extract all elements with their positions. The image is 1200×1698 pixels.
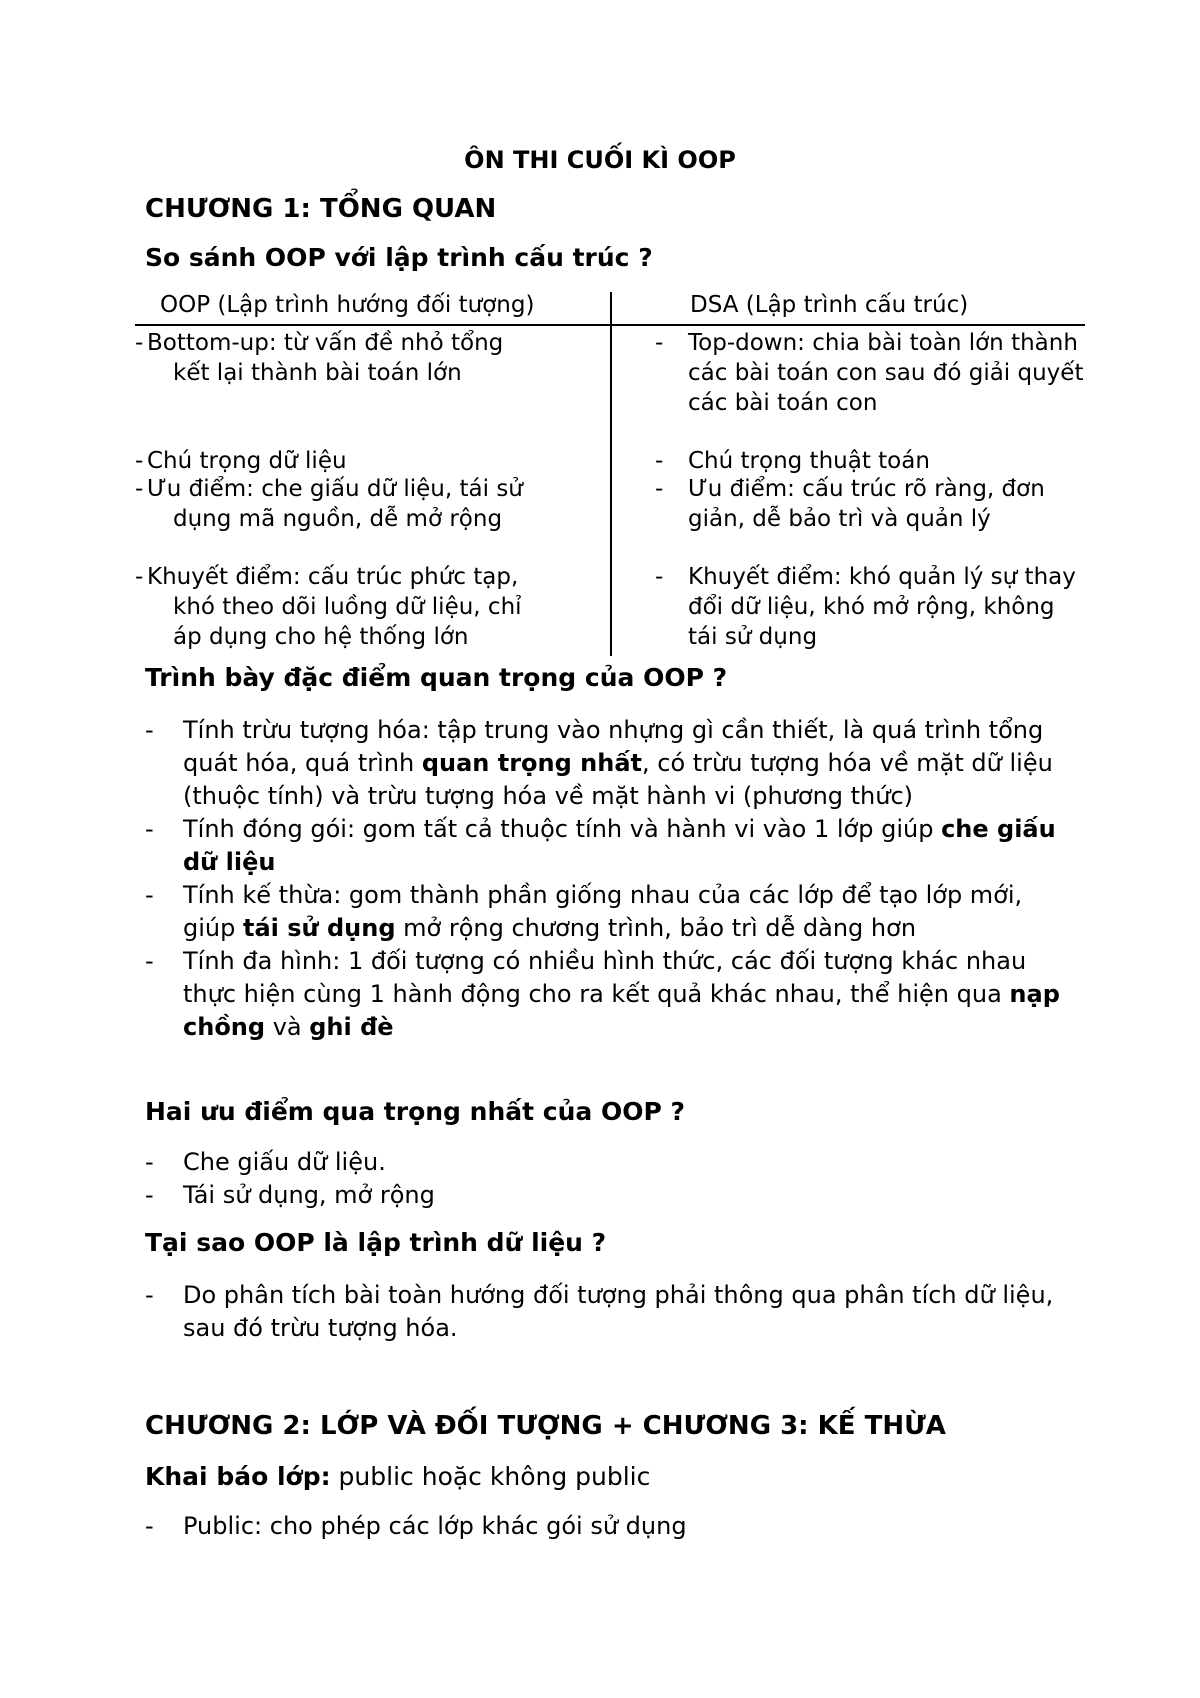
chapter-2-heading: CHƯƠNG 2: LỚP VÀ ĐỐI TƯỢNG + CHƯƠNG 3: KẾ THỪA xyxy=(145,1411,946,1441)
list-item: - Tính đa hình: 1 đối tượng có nhiều hình thức, các đối tượng khác nhau thực hiện cùng 1 hành động cho ra kết quả khác nhau, thể hiện qua nạp chồng và ghi đè xyxy=(145,947,1060,1041)
oop-row-2: - Chú trọng dữ liệu xyxy=(135,448,347,474)
list-item: - Do phân tích bài toàn hướng đối tượng phải thông qua phân tích dữ liệu, sau đó trừu tượng hóa. xyxy=(145,1281,1054,1342)
table-divider-vertical xyxy=(610,292,612,656)
public-list xyxy=(145,1510,1075,1543)
class-declaration-line: Khai báo lớp: public hoặc không public xyxy=(145,1462,651,1491)
question-advantages: Hai ưu điểm qua trọng nhất của OOP ? xyxy=(145,1097,686,1126)
col-header-dsa: DSA (Lập trình cấu trúc) xyxy=(690,292,969,318)
dsa-row-4: - Khuyết điểm: khó quản lý sự thay đổi dữ liệu, khó mở rộng, không tái sử dụng xyxy=(655,564,1076,650)
list-item: - Tính đóng gói: gom tất cả thuộc tính và hành vi vào 1 lớp giúp che giấu dữ liệu xyxy=(145,815,1056,876)
chapter-1-heading: CHƯƠNG 1: TỔNG QUAN xyxy=(145,194,497,224)
list-item: - Tái sử dụng, mở rộng xyxy=(145,1181,435,1209)
question-data-programming: Tại sao OOP là lập trình dữ liệu ? xyxy=(145,1228,607,1257)
oop-row-1: - Bottom-up: từ vấn đề nhỏ tổng kết lại thành bài toán lớn xyxy=(135,330,504,386)
comparison-table xyxy=(135,292,1085,656)
list-item: - Public: cho phép các lớp khác gói sử dụng xyxy=(145,1512,687,1540)
list-item: - Tính kế thừa: gom thành phần giống nhau của các lớp để tạo lớp mới, giúp tái sử dụng mở rộng chương trình, bảo trì dễ dàng hơn xyxy=(145,881,1023,942)
dsa-row-1: - Top-down: chia bài toàn lớn thành các bài toán con sau đó giải quyết các bài toán con xyxy=(655,330,1084,416)
page-title: ÔN THI CUỐI KÌ OOP xyxy=(464,146,736,174)
list-item: - Che giấu dữ liệu. xyxy=(145,1148,386,1176)
question-compare: So sánh OOP với lập trình cấu trúc ? xyxy=(145,243,653,272)
col-header-oop: OOP (Lập trình hướng đối tượng) xyxy=(160,292,535,318)
oop-row-4: - Khuyết điểm: cấu trúc phức tạp, khó theo dõi luồng dữ liệu, chỉ áp dụng cho hệ thống lớn xyxy=(135,564,522,650)
dsa-row-2: - Chú trọng thuật toán xyxy=(655,448,930,474)
table-divider-horizontal xyxy=(135,324,1085,326)
advantages-list xyxy=(145,1146,1075,1212)
dsa-row-3: - Ưu điểm: cấu trúc rõ ràng, đơn giản, dễ bảo trì và quản lý xyxy=(655,476,1045,532)
oop-row-3: - Ưu điểm: che giấu dữ liệu, tái sử dụng mã nguồn, dễ mở rộng xyxy=(135,476,523,532)
list-item: - Tính trừu tượng hóa: tập trung vào nhựng gì cần thiết, là quá trình tổng quát hóa, quá trình quan trọng nhất, có trừu tượng hóa về mặt dữ liệu (thuộc tính) và trừu tượng hóa về mặt hành vi (phương thức) xyxy=(145,716,1053,810)
features-list xyxy=(145,714,1075,1044)
question-features: Trình bày đặc điểm quan trọng của OOP ? xyxy=(145,663,728,692)
reason-list xyxy=(145,1279,1075,1345)
